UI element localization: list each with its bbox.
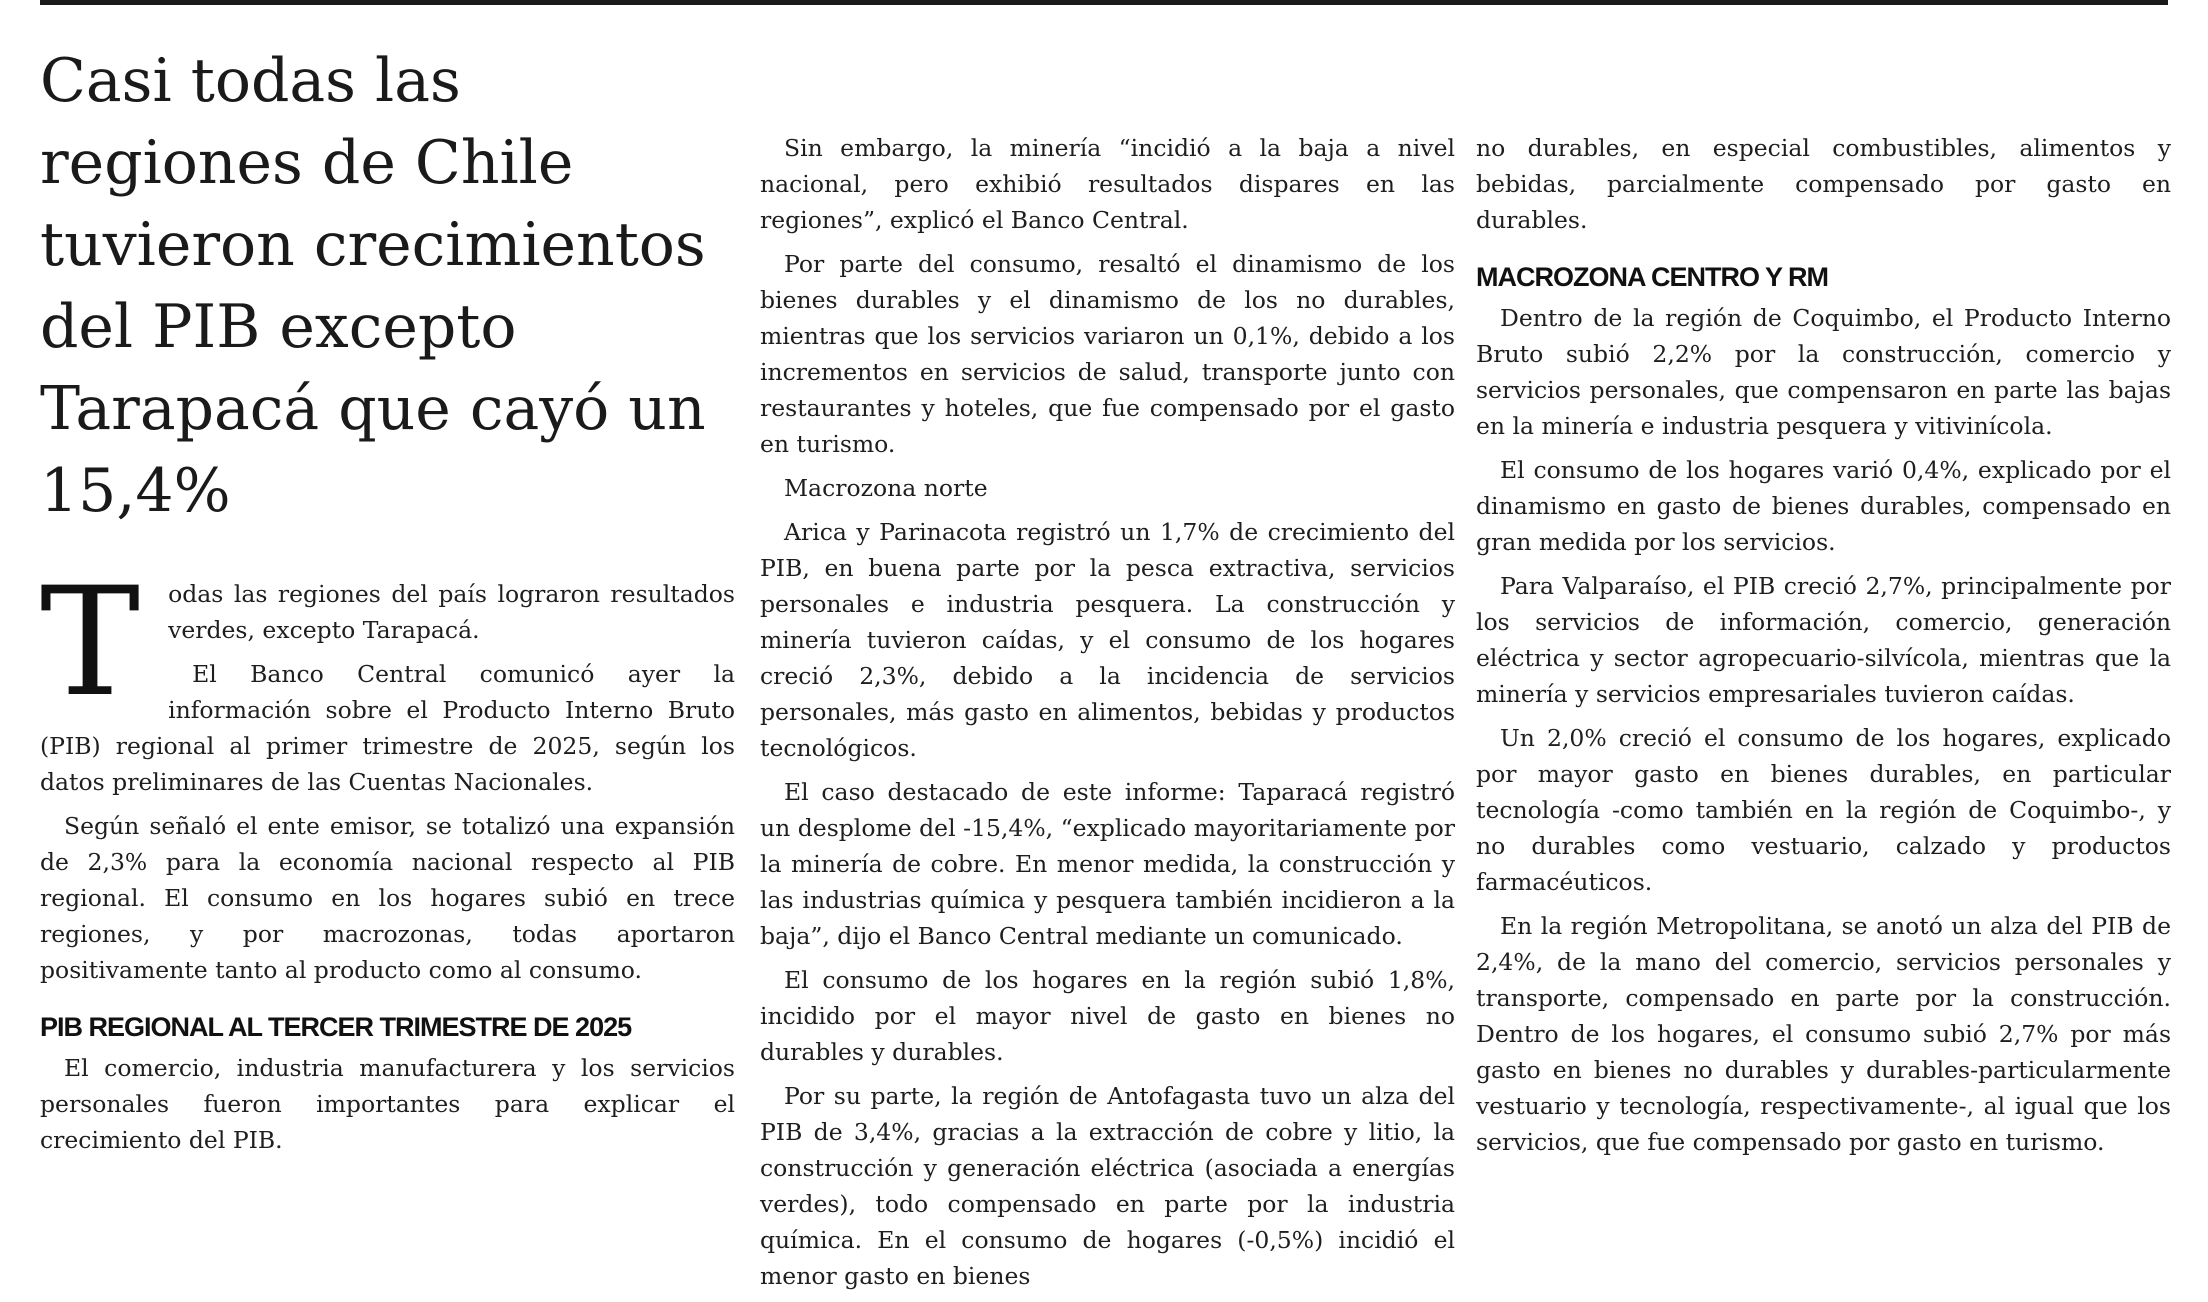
section-title-pib-regional: PIB REGIONAL AL TERCER TRIMESTRE DE 2025 xyxy=(40,1012,632,1042)
paragraph-c1-3: Según señaló el ente emisor, se totalizó una expansión de 2,3% para la economía nacional respecto al PIB regional. El consumo en los hogares subió en trece regiones, y por macrozonas, todas aportaron positivamente tanto al producto como al consumo. xyxy=(40,812,735,984)
paragraph-c3-2: Dentro de la región de Coquimbo, el Producto Interno Bruto subió 2,2% por la construcción, comercio y servicios personales, que compensaron en parte las bajas en la minería e industria pesquera y vitivinícola. xyxy=(1476,304,2171,440)
paragraph-c3-4: Para Valparaíso, el PIB creció 2,7%, principalmente por los servicios de información, comercio, generación eléctrica y sector agropecuario-silvícola, mientras que la minería y servicios empresariales tuvieron caídas. xyxy=(1476,572,2171,708)
article-headline: Casi todas las regiones de Chile tuvieron crecimientos del PIB excepto Tarapacá que cayó un 15,4% xyxy=(40,46,706,526)
paragraph-c3-5: Un 2,0% creció el consumo de los hogares, explicado por mayor gasto en bienes durables, en particular tecnología -como también en la región de Coquimbo-, y no durables como vestuario, calzado y productos farmacéuticos. xyxy=(1476,724,2171,896)
paragraph-c2-4: Arica y Parinacota registró un 1,7% de crecimiento del PIB, en buena parte por la pesca extractiva, servicios personales e industria pesquera. La construcción y minería tuvieron caídas, y el consumo de los hogares creció 2,3%, debido a la incidencia de servicios personales, más gasto en alimentos, bebidas y productos tecnológicos. xyxy=(760,518,1455,762)
column-1 xyxy=(40,556,735,1166)
section-title-macrozona-centro: MACROZONA CENTRO Y RM xyxy=(1476,262,1829,292)
paragraph-c2-5: El caso destacado de este informe: Taparacá registró un desplome del -15,4%, “explicado mayoritariamente por la minería de cobre. En menor medida, la construcción y las industrias química y pesquera también incidieron a la baja”, dijo el Banco Central mediante un comunicado. xyxy=(760,778,1455,950)
paragraph-c2-6: El consumo de los hogares en la región subió 1,8%, incidido por el mayor nivel de gasto en bienes no durables y durables. xyxy=(760,966,1455,1066)
paragraph-c1-1: odas las regiones del país lograron resultados verdes, excepto Tarapacá. xyxy=(168,580,735,644)
paragraph-c1-2: El Banco Central comunicó ayer la información sobre el Producto Interno Bruto (PIB) regional al primer trimestre de 2025, según los datos preliminares de las Cuentas Nacionales. xyxy=(40,660,735,796)
paragraph-c1-4: El comercio, industria manufacturera y los servicios personales fueron importantes para explicar el crecimiento del PIB. xyxy=(40,1054,735,1154)
paragraph-c3-1: no durables, en especial combustibles, alimentos y bebidas, parcialmente compensado por gasto en durables. xyxy=(1476,134,2171,234)
subheading-macrozona-norte: Macrozona norte xyxy=(784,474,988,502)
paragraph-c2-2: Por parte del consumo, resaltó el dinamismo de los bienes durables y el dinamismo de los no durables, mientras que los servicios variaron un 0,1%, debido a los incrementos en servicios de salud, transporte junto con restaurantes y hoteles, que fue compensado por el gasto en turismo. xyxy=(760,250,1455,458)
paragraph-c2-1: Sin embargo, la minería “incidió a la baja a nivel nacional, pero exhibió resultados dispares en las regiones”, explicó el Banco Central. xyxy=(760,134,1455,234)
drop-cap: T xyxy=(40,556,141,730)
paragraph-c3-3: El consumo de los hogares varió 0,4%, explicado por el dinamismo en gasto de bienes durables, compensado en gran medida por los servicios. xyxy=(1476,456,2171,556)
column-2 xyxy=(760,130,1455,1302)
top-rule xyxy=(40,0,2168,5)
column-3 xyxy=(1476,130,2171,1168)
paragraph-c2-7: Por su parte, la región de Antofagasta tuvo un alza del PIB de 3,4%, gracias a la extracción de cobre y litio, la construcción y generación eléctrica (asociada a energías verdes), todo compensado en parte por la industria química. En el consumo de hogares (-0,5%) incidió el menor gasto en bienes xyxy=(760,1082,1455,1290)
paragraph-c3-6: En la región Metropolitana, se anotó un alza del PIB de 2,4%, de la mano del comercio, servicios personales y transporte, compensado en parte por la construcción. Dentro de los hogares, el consumo subió 2,7% por más gasto en bienes no durables y durables-particularmente vestuario y tecnología, respectivamente-, al igual que los servicios, que fue compensado por gasto en turismo. xyxy=(1476,912,2171,1156)
